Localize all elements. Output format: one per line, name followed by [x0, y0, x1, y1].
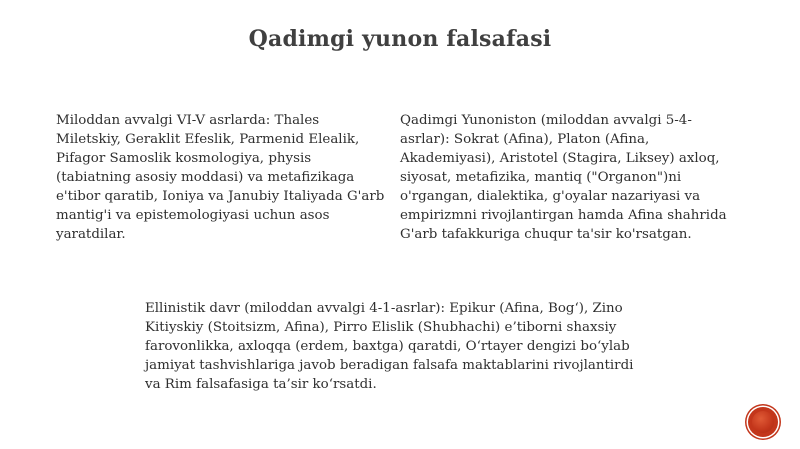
text-block-right: Qadimgi Yunoniston (miloddan avvalgi 5-4-asrlar): Sokrat (Afina), Platon (Afina, Akademiyasi), Aristotel (Stagira, Liksey) axloq, siyosat, metafizika, mantiq ("Organon")ni o'rgangan, dialektika, g'oyalar nazariyasi va empirizmni rivojlantirgan hamda Afina shahrida G'arb tafakkuriga chuqur ta'sir ko'rsatgan. — [400, 113, 727, 242]
text-block-bottom: Ellinistik davr (miloddan avvalgi 4-1-asrlar): Epikur (Afina, Bog‘), Zino Kitiyskiy (Stoitsizm, Afina), Pirro Elislik (Shubhachi) e’tiborni shaxsiy farovonlikka, axloqqa (erdem, baxtga) qaratdi, O‘rtayer dengizi bo‘ylab jamiyat tashvishlariga javob beradigan falsafa maktablarini rivojlantirdi va Rim falsafasiga ta’sir ko‘rsatdi. — [145, 301, 634, 392]
circle-button-inner — [752, 411, 774, 433]
slide-title: Qadimgi yunon falsafasi — [248, 26, 552, 52]
text-block-left: Miloddan avvalgi VI-V asrlarda: Thales Miletskiy, Geraklit Efeslik, Parmenid Elealik, Pifagor Samoslik kosmologiya, physis (tabiatning asosiy moddasi) va metafizikaga e'tibor qaratib, Ioniya va Janubiy Italiyada G'arb mantig'i va epistemologiyasi uchun asos yaratdilar. — [56, 113, 385, 242]
circle-button-icon[interactable] — [748, 407, 778, 437]
